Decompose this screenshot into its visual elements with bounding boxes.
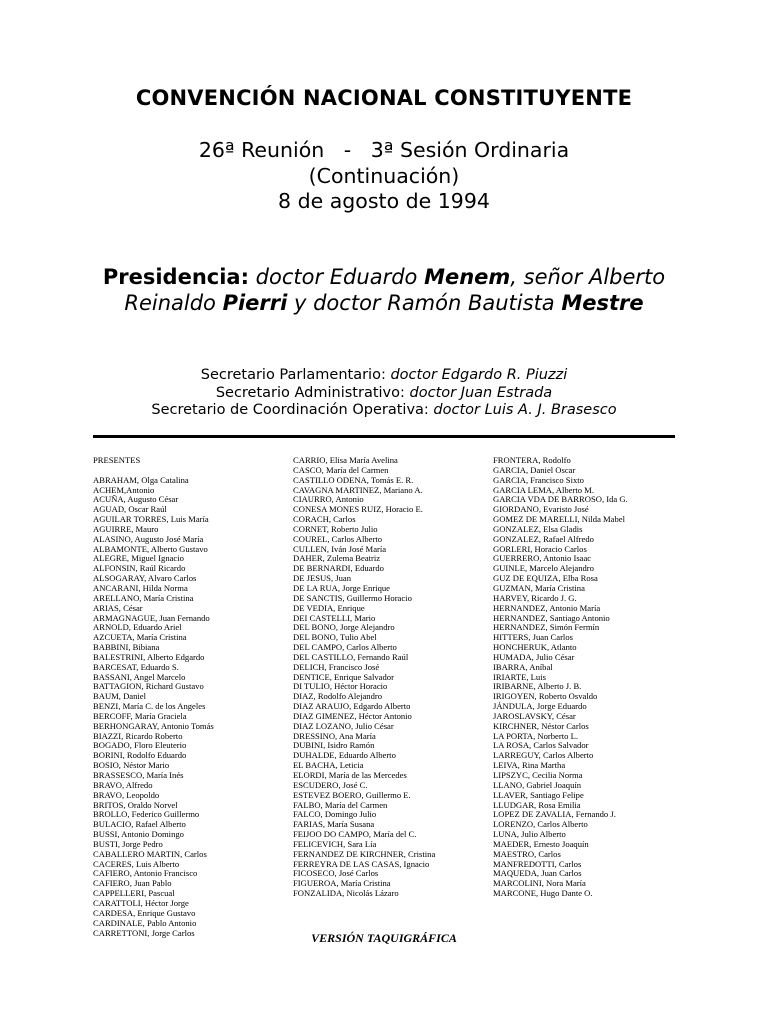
attendee-name: CULLEN, Iván José María bbox=[293, 543, 387, 554]
attendee-name: DIAZ, Rodolfo Alejandro bbox=[293, 691, 383, 702]
attendee-name: CASTILLO ODENA, Tomás E. R. bbox=[293, 474, 414, 485]
attendee-name: BIAZZI, Ricardo Roberto bbox=[93, 730, 183, 741]
attendee-name: GUZMAN, María Cristina bbox=[493, 582, 585, 593]
attendee-name: ARNOLD, Eduardo Ariel bbox=[93, 622, 182, 633]
attendee-name: BENZI, María C. de los Angeles bbox=[93, 701, 206, 712]
attendee-name: DEL CASTILLO, Fernando Raúl bbox=[293, 651, 409, 662]
attendee-name: IBARRA, Aníbal bbox=[493, 661, 553, 672]
attendee-name: FALBO, María del Carmen bbox=[293, 799, 388, 810]
presidency-label: Presidencia: bbox=[102, 265, 249, 289]
attendee-name: HONCHERUK, Atlanto bbox=[493, 642, 577, 653]
attendee-name: HUMADA, Julio César bbox=[493, 651, 575, 662]
attendee-name: CAFIERO, Juan Pablo bbox=[93, 878, 172, 889]
attendee-name: DIAZ ARAUJO, Edgardo Alberto bbox=[293, 701, 411, 712]
attendee-name: BASSANI, Angel Marcelo bbox=[93, 671, 186, 682]
attendee-name: GUINLE, Marcelo Alejandro bbox=[493, 563, 594, 574]
attendee-name: LLUDGAR, Rosa Emilia bbox=[493, 799, 581, 810]
attendee-name: BOGADO, Floro Eleuterio bbox=[93, 740, 187, 751]
attendee-name: CAPPELLERI, Pascual bbox=[93, 888, 175, 899]
attendee-name: GUERRERO, Antonio Isaac bbox=[493, 553, 592, 564]
secretary-name: doctor Edgardo R. Piuzzi bbox=[390, 367, 568, 383]
attendee-name: KIRCHNER, Néstor Carlos bbox=[493, 720, 589, 731]
attendee-name: FALCO, Domingo Julio bbox=[293, 809, 377, 820]
attendee-name: ALASINO, Augusto José María bbox=[93, 533, 204, 544]
secretary-parliamentary bbox=[0, 367, 768, 385]
attendee-name: CARDINALE, Pablo Antonio bbox=[93, 917, 197, 928]
session-line: 26ª Reunión - 3ª Sesión Ordinaria bbox=[198, 138, 570, 162]
attendee-name: BAUM, Daniel bbox=[93, 691, 146, 702]
attendee-name: LIPSZYC, Cecilia Norma bbox=[493, 770, 583, 780]
secretary-coordination bbox=[0, 402, 768, 420]
attendee-name: BERCOFF, María Graciela bbox=[93, 710, 187, 721]
attendee-name: BABBINI, Bibiana bbox=[93, 642, 160, 653]
attendee-name: LUNA, Julio Alberto bbox=[493, 829, 566, 840]
attendee-name: JAROSLAVSKY, César bbox=[493, 710, 576, 721]
attendee-name: DEL BONO, Tulio Abel bbox=[293, 632, 377, 643]
attendee-name: LLAVER, Santiago Felipe bbox=[493, 789, 584, 800]
attendee-name: FIGUEROA, María Cristina bbox=[293, 878, 391, 889]
secretary-administrative bbox=[0, 385, 768, 403]
attendee-name: BERHONGARAY, Antonio Tomás bbox=[93, 720, 214, 731]
attendee-name: LEIVA, Rina Martha bbox=[493, 760, 566, 771]
attendee-name: DIAZ GIMENEZ, Héctor Antonio bbox=[293, 710, 412, 721]
attendee-name: ACUÑA, Augusto César bbox=[93, 494, 179, 505]
attendee-name: DUHALDE, Eduardo Alberto bbox=[293, 750, 396, 761]
attendee-name: MAESTRO, Carlos bbox=[493, 848, 561, 859]
attendee-name: DRESSINO, Ana María bbox=[293, 730, 376, 741]
secretary-role: Secretario Parlamentario: bbox=[200, 367, 386, 383]
attendee-name: HERNANDEZ, Antonio María bbox=[493, 602, 601, 613]
attendee-name: DE SANCTIS, Guillermo Horacio bbox=[293, 592, 412, 603]
attendee-name: ARELLANO, María Cristina bbox=[93, 592, 194, 603]
attendee-name: BOSIO, Néstor Mario bbox=[93, 760, 170, 771]
attendee-name: ACHEM,Antonio bbox=[93, 484, 155, 495]
attendee-name: AGUIRRE, Mauro bbox=[93, 523, 159, 534]
attendee-name: BATTAGION, Richard Gustavo bbox=[93, 681, 204, 692]
attendee-name: DIAZ LOZANO, Julio César bbox=[293, 720, 394, 731]
attendee-name: CARRIO, Elisa María Avelina bbox=[293, 455, 398, 465]
attendee-name: DI TULIO, Héctor Horacio bbox=[293, 681, 388, 692]
president-1-surname: Menem bbox=[424, 265, 511, 289]
attendee-name: DUBINI, Isidro Ramón bbox=[293, 740, 375, 751]
president-3-surname: Mestre bbox=[561, 290, 644, 315]
attendee-name: DEI CASTELLI, Mario bbox=[293, 612, 376, 623]
attendee-name: ESCUDERO, José C. bbox=[293, 779, 368, 790]
attendance-heading: PRESENTES bbox=[93, 455, 141, 465]
attendee-name: BROLLO, Federico Guillermo bbox=[93, 809, 200, 820]
attendee-name: IRIGOYEN, Roberto Osvaldo bbox=[493, 691, 598, 702]
attendee-name: BALESTRINI, Alberto Edgardo bbox=[93, 651, 205, 662]
attendee-name: GOMEZ DE MARELLI, Nilda Mabel bbox=[493, 514, 625, 525]
attendee-name: CORACH, Carlos bbox=[293, 514, 356, 525]
attendee-name: FEIJOO DO CAMPO, María del C. bbox=[293, 829, 417, 840]
attendee-name: BARCESAT, Eduardo S. bbox=[93, 661, 179, 672]
attendee-name: DAHER, Zulema Beatriz bbox=[293, 553, 381, 564]
attendee-name: MANFREDOTTI, Carlos bbox=[493, 858, 582, 869]
attendee-name: AGUAD, Oscar Raúl bbox=[93, 504, 167, 515]
secretary-name: doctor Juan Estrada bbox=[409, 384, 553, 401]
attendee-name: FONZALIDA, Nicolás Lázaro bbox=[293, 888, 399, 899]
secretaries-block bbox=[0, 367, 768, 420]
attendee-name: GARCIA LEMA, Alberto M. bbox=[493, 484, 594, 495]
attendee-name: GONZALEZ, Elsa Gladis bbox=[493, 523, 583, 534]
attendee-name: DELICH, Francisco José bbox=[293, 661, 380, 672]
attendee-name: BRITOS, Oraldo Norvel bbox=[93, 799, 178, 810]
president-2-title: , señor Alberto Reinaldo bbox=[124, 265, 666, 315]
attendee-name: DEL BONO, Jorge Alejandro bbox=[293, 622, 395, 633]
attendee-name: FARIAS, María Susana bbox=[293, 819, 375, 830]
attendee-name: CORNET, Roberto Julio bbox=[293, 523, 378, 534]
attendee-name: COUREL, Carlos Alberto bbox=[293, 533, 383, 544]
attendee-name: JÁNDULA, Jorge Eduardo bbox=[493, 701, 587, 712]
attendee-name: GARCIA VDA DE BARROSO, Ida G. bbox=[493, 494, 628, 505]
footer-label: VERSIÓN TAQUIGRÁFICA bbox=[311, 931, 457, 945]
attendee-name: CACERES, Luis Alberto bbox=[93, 858, 180, 869]
attendee-name: DEL CAMPO, Carlos Alberto bbox=[293, 642, 397, 653]
attendee-name: CASCO, María del Carmen bbox=[293, 464, 389, 475]
attendee-name: ALFONSIN, Raúl Ricardo bbox=[93, 563, 186, 574]
attendee-name: BUSSI, Antonio Domingo bbox=[93, 829, 184, 840]
attendee-name: EL BACHA, Leticia bbox=[293, 760, 364, 771]
attendee-name: CARRETTONI, Jorge Carlos bbox=[93, 927, 195, 938]
attendee-name: FELICEVICH, Sara Lía bbox=[293, 838, 377, 849]
attendance-column-2 bbox=[293, 456, 435, 899]
attendee-name: CABALLERO MARTIN, Carlos bbox=[93, 848, 207, 859]
attendee-name: CAVAGNA MARTINEZ, Mariano A. bbox=[293, 484, 423, 495]
document-title: CONVENCIÓN NACIONAL CONSTITUYENTE bbox=[135, 86, 633, 110]
session-date: 8 de agosto de 1994 bbox=[278, 189, 490, 213]
attendee-name: GUZ DE EQUIZA, Elba Rosa bbox=[493, 573, 598, 584]
attendee-name: CARDESA, Enrique Gustavo bbox=[93, 907, 196, 918]
attendee-name: MAQUEDA, Juan Carlos bbox=[493, 868, 582, 879]
secretary-role: Secretario Administrativo: bbox=[215, 384, 405, 401]
attendee-name: BRAVO, Leopoldo bbox=[93, 789, 160, 800]
attendee-name: AGUILAR TORRES, Luis María bbox=[93, 514, 209, 525]
attendee-name: ALBAMONTE, Alberto Gustavo bbox=[93, 543, 208, 554]
attendee-name: LA ROSA, Carlos Salvador bbox=[493, 740, 589, 751]
attendee-name: GARCIA, Daniel Oscar bbox=[493, 464, 576, 475]
attendee-name: LOPEZ DE ZAVALIA, Fernando J. bbox=[493, 809, 616, 820]
attendee-name: LLANO, Gabriel Joaquín bbox=[493, 779, 582, 790]
attendee-name: AZCUETA, María Cristina bbox=[93, 632, 187, 643]
attendance-list-2 bbox=[293, 456, 435, 899]
attendee-name: ESTEVEZ BOERO, Guillermo E. bbox=[293, 789, 411, 800]
attendee-name: BRAVO, Alfredo bbox=[93, 779, 153, 790]
attendee-name: FRONTERA, Rodolfo bbox=[493, 455, 571, 465]
attendee-name: HERNANDEZ, Simón Fermín bbox=[493, 622, 600, 633]
attendee-name: ABRAHAM, Olga Catalina bbox=[93, 474, 189, 485]
attendee-name: BUSTI, Jorge Pedro bbox=[93, 838, 163, 849]
attendance-list-3 bbox=[493, 456, 628, 899]
attendee-name: ANCARANI, Hilda Norma bbox=[93, 582, 188, 593]
attendee-name: GIORDANO, Evaristo José bbox=[493, 504, 589, 515]
attendee-name: DE BERNARDI, Eduardo bbox=[293, 563, 384, 574]
attendee-name: FERNANDEZ DE KIRCHNER, Cristina bbox=[293, 848, 436, 859]
attendee-name: DENTICE, Enrique Salvador bbox=[293, 671, 394, 682]
attendee-name: BULACIO, Rafael Alberto bbox=[93, 819, 186, 830]
attendee-name: HERNANDEZ, Santiago Antonio bbox=[493, 612, 610, 623]
attendee-name: DE VEDIA, Enrique bbox=[293, 602, 365, 613]
attendee-name: FICOSECO, José Carlos bbox=[293, 868, 379, 879]
secretary-role: Secretario de Coordinación Operativa: bbox=[151, 402, 429, 418]
attendee-name: ARMAGNAGUE, Juan Fernando bbox=[93, 612, 210, 623]
attendee-name: CAFIERO, Antonio Francisco bbox=[93, 868, 198, 879]
president-2-surname: Pierri bbox=[222, 290, 288, 315]
attendee-name: ALEGRE, Miguel Ignacio bbox=[93, 553, 184, 564]
attendee-name: MARCOLINI, Nora María bbox=[493, 878, 586, 889]
attendee-name: LORENZO, Carlos Alberto bbox=[493, 819, 588, 830]
attendance-column-3 bbox=[493, 456, 628, 899]
attendee-name: LA PORTA, Norberto L. bbox=[493, 730, 578, 741]
attendance-column-1 bbox=[93, 456, 214, 938]
attendee-name: BORINI, Rodolfo Eduardo bbox=[93, 750, 187, 761]
attendee-name: DE LA RUA, Jorge Enrique bbox=[293, 582, 390, 593]
attendee-name: MAEDER, Ernesto Joaquín bbox=[493, 838, 589, 849]
attendee-name: GORLERI, Horacio Carlos bbox=[493, 543, 587, 554]
session-info bbox=[0, 138, 768, 215]
attendee-name: CARATTOLI, Héctor Jorge bbox=[93, 897, 189, 908]
attendee-name: IRIBARNE, Alberto J. B. bbox=[493, 681, 582, 692]
attendee-name: FERREYRA DE LAS CASAS, Ignacio bbox=[293, 858, 430, 869]
attendee-name: BRASSESCO, María Inés bbox=[93, 770, 184, 780]
attendee-name: HITTERS, Juan Carlos bbox=[493, 632, 573, 643]
attendee-name: GONZALEZ, Rafael Alfredo bbox=[493, 533, 594, 544]
president-3-title: y doctor Ramón Bautista bbox=[287, 290, 562, 315]
attendee-name: ALSOGARAY, Alvaro Carlos bbox=[93, 573, 197, 584]
attendee-name: LARREGUY, Carlos Alberto bbox=[493, 750, 594, 761]
attendee-name: CONESA MONES RUIZ, Horacio E. bbox=[293, 504, 423, 515]
divider-rule bbox=[93, 435, 675, 438]
attendance-list-1 bbox=[93, 476, 214, 939]
attendee-name: ARIAS, César bbox=[93, 602, 143, 613]
secretary-name: doctor Luis A. J. Brasesco bbox=[433, 402, 617, 418]
attendee-name: IRIARTE, Luis bbox=[493, 671, 546, 682]
attendee-name: MARCONE, Hugo Dante O. bbox=[493, 888, 593, 899]
attendee-name: ELORDI, María de las Mercedes bbox=[293, 770, 407, 780]
presidency-block bbox=[60, 265, 708, 316]
continuation-line: (Continuación) bbox=[308, 163, 460, 188]
attendee-name: CIAURRO, Antonio bbox=[293, 494, 364, 505]
president-1-title: doctor Eduardo bbox=[249, 265, 425, 289]
attendee-name: GARCIA, Francisco Sixto bbox=[493, 474, 584, 485]
attendee-name: DE JESUS, Juan bbox=[293, 573, 352, 584]
attendee-name: HARVEY, Ricardo J. G. bbox=[493, 592, 577, 603]
